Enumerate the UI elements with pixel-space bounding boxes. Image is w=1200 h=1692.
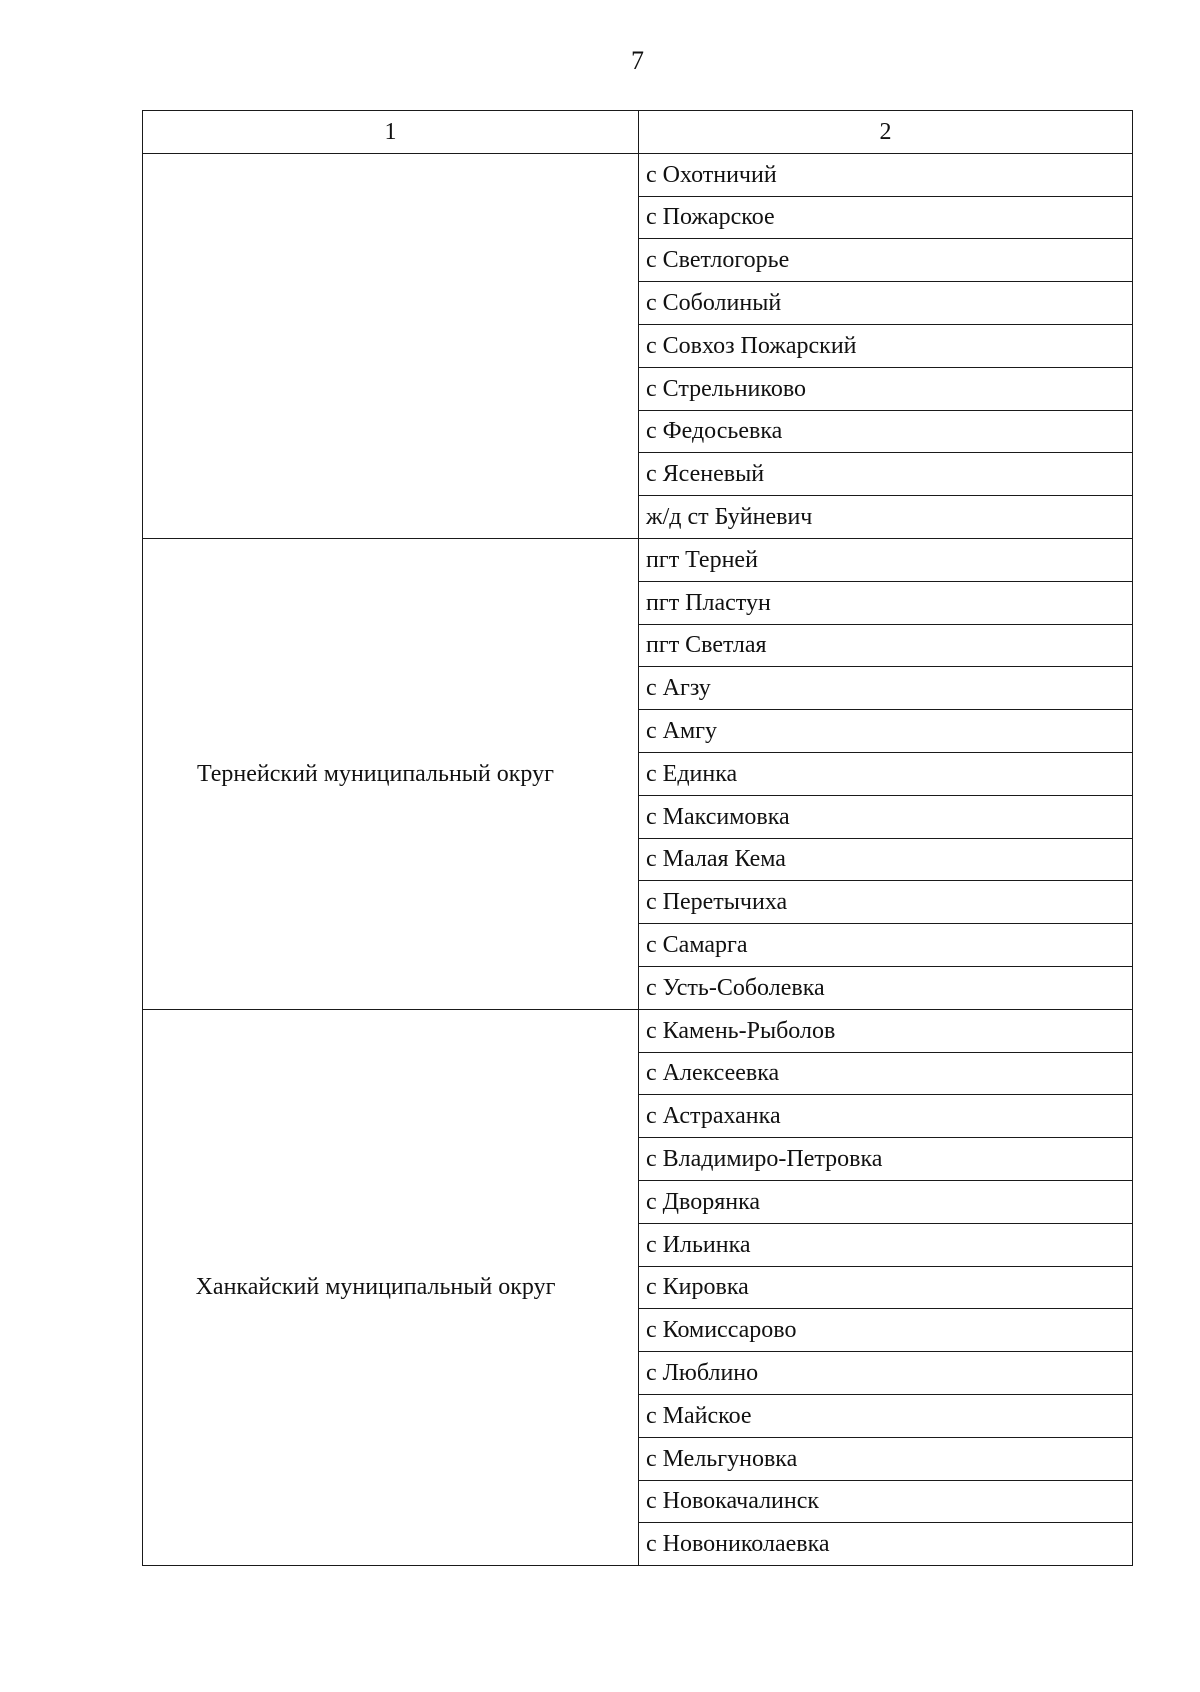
settlement-cell: с Амгу: [639, 710, 1133, 753]
settlement-cell: с Новокачалинск: [639, 1480, 1133, 1523]
settlement-cell: с Перетычиха: [639, 881, 1133, 924]
settlement-cell: с Пожарское: [639, 196, 1133, 239]
settlement-cell: с Мельгуновка: [639, 1437, 1133, 1480]
column-header-1: 1: [143, 111, 639, 154]
settlement-cell: с Совхоз Пожарский: [639, 324, 1133, 367]
settlement-cell: с Майское: [639, 1394, 1133, 1437]
settlement-cell: с Самарга: [639, 924, 1133, 967]
page-number: 7: [631, 46, 644, 75]
settlement-cell: с Агзу: [639, 667, 1133, 710]
settlement-cell: пгт Светлая: [639, 624, 1133, 667]
settlement-cell: с Новониколаевка: [639, 1523, 1133, 1566]
table-row: [143, 153, 1133, 196]
settlement-cell: с Светлогорье: [639, 239, 1133, 282]
settlement-cell: с Охотничий: [639, 153, 1133, 196]
settlement-cell: с Ильинка: [639, 1223, 1133, 1266]
settlement-cell: с Единка: [639, 752, 1133, 795]
settlements-table: [142, 110, 1133, 1566]
settlement-cell: пгт Пластун: [639, 581, 1133, 624]
settlement-cell: с Максимовка: [639, 795, 1133, 838]
settlement-cell: пгт Терней: [639, 538, 1133, 581]
settlement-cell: с Владимиро-Петровка: [639, 1138, 1133, 1181]
settlement-cell: с Алексеевка: [639, 1052, 1133, 1095]
table-row: [143, 1009, 1133, 1052]
settlement-cell: с Соболиный: [639, 282, 1133, 325]
table-header-row: [143, 111, 1133, 154]
district-cell: [143, 153, 639, 538]
settlement-cell: с Камень-Рыболов: [639, 1009, 1133, 1052]
settlement-cell: с Комиссарово: [639, 1309, 1133, 1352]
settlement-cell: с Люблино: [639, 1352, 1133, 1395]
district-cell: Тернейский муниципальный округ: [143, 538, 639, 1009]
settlement-cell: с Федосьевка: [639, 410, 1133, 453]
settlement-cell: с Малая Кема: [639, 838, 1133, 881]
settlement-cell: с Стрельниково: [639, 367, 1133, 410]
settlement-cell: с Усть-Соболевка: [639, 966, 1133, 1009]
table-body: [143, 111, 1133, 1566]
settlement-cell: с Астраханка: [639, 1095, 1133, 1138]
district-cell: Ханкайский муниципальный округ: [143, 1009, 639, 1565]
table-row: [143, 538, 1133, 581]
settlement-cell: с Ясеневый: [639, 453, 1133, 496]
settlement-cell: с Кировка: [639, 1266, 1133, 1309]
settlement-cell: ж/д ст Буйневич: [639, 496, 1133, 539]
settlement-cell: с Дворянка: [639, 1180, 1133, 1223]
column-header-2: 2: [639, 111, 1133, 154]
